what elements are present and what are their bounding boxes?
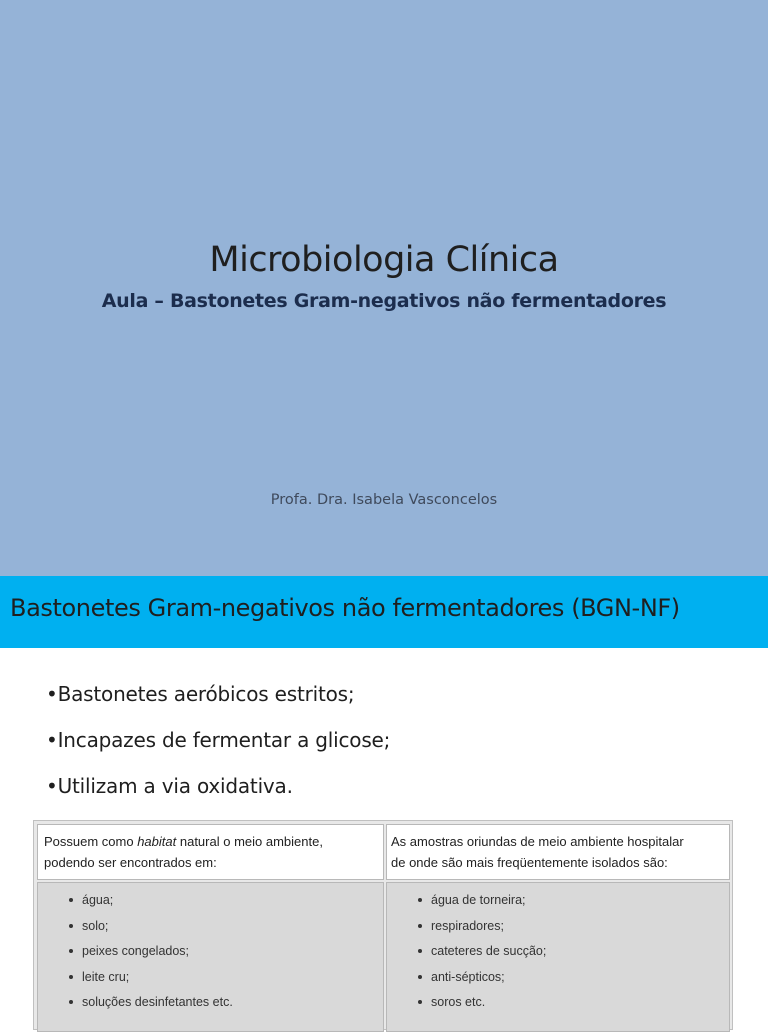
list-item-text: peixes congelados;: [82, 944, 190, 958]
bullet-dot-icon: [418, 898, 422, 902]
slide-title: Microbiologia Clínica: [209, 240, 559, 280]
list-item: [38, 942, 383, 968]
list-item: [387, 968, 729, 994]
table-header-right: [386, 824, 730, 880]
list-item: [387, 917, 729, 943]
list-item-text: anti-sépticos;: [431, 969, 505, 984]
list-item: [38, 917, 383, 943]
list-item: [38, 891, 383, 917]
bullet-dot-icon: [69, 949, 73, 953]
header-right-line-2: de onde são mais freqüentemente isolados são:: [391, 855, 668, 870]
bullet-item: •Bastonetes aeróbicos estritos;: [46, 682, 355, 706]
list-item-text: respiradores;: [431, 918, 504, 933]
list-item-text: soros etc.: [431, 995, 486, 1009]
header-right-line-1: As amostras oriundas de meio ambiente hospitalar: [391, 834, 684, 849]
slide-subtitle: Aula – Bastonetes Gram-negativos não fermentadores: [101, 290, 667, 312]
bullet-dot-icon: [418, 975, 422, 979]
list-item: [38, 968, 383, 994]
bullet-dot-icon: [418, 949, 422, 953]
habitat-table: [33, 820, 733, 1030]
header-left-italic: habitat: [137, 834, 177, 849]
bullet-list: [46, 676, 390, 814]
header-left-text-2: natural o meio ambiente,: [176, 834, 323, 849]
table-header-left: [37, 824, 384, 880]
table-body-left: [37, 882, 384, 1032]
bullet-dot-icon: [69, 898, 73, 902]
table-body-right: [386, 882, 730, 1032]
header-left-line-2: podendo ser encontrados em:: [44, 855, 217, 870]
left-item-list: [38, 883, 383, 1019]
list-item: [38, 993, 383, 1019]
slide-author: Profa. Dra. Isabela Vasconcelos: [270, 492, 498, 508]
list-item: [387, 942, 729, 968]
bullet-dot-icon: [69, 1000, 73, 1004]
list-item-text: solo;: [82, 918, 109, 933]
header-band: [0, 576, 768, 648]
bullet-dot-icon: [418, 924, 422, 928]
right-item-list: [387, 883, 729, 1019]
bullet-dot-icon: [418, 1000, 422, 1004]
content-slide: [0, 576, 768, 1024]
slide-heading: Bastonetes Gram-negativos não fermentadores (BGN-NF): [10, 594, 680, 622]
list-item-text: água;: [82, 893, 114, 907]
list-item-text: leite cru;: [82, 969, 130, 984]
list-item-text: soluções desinfetantes etc.: [82, 995, 233, 1009]
list-item-text: água de torneira;: [431, 893, 526, 907]
bullet-dot-icon: [69, 924, 73, 928]
list-item-text: cateteres de sucção;: [431, 944, 547, 958]
header-left-text-1: Possuem como: [44, 834, 138, 849]
bullet-item: •Incapazes de fermentar a glicose;: [46, 728, 391, 752]
list-item: [387, 891, 729, 917]
list-item: [387, 993, 729, 1019]
bullet-dot-icon: [69, 975, 73, 979]
bullet-item: •Utilizam a via oxidativa.: [46, 774, 293, 798]
